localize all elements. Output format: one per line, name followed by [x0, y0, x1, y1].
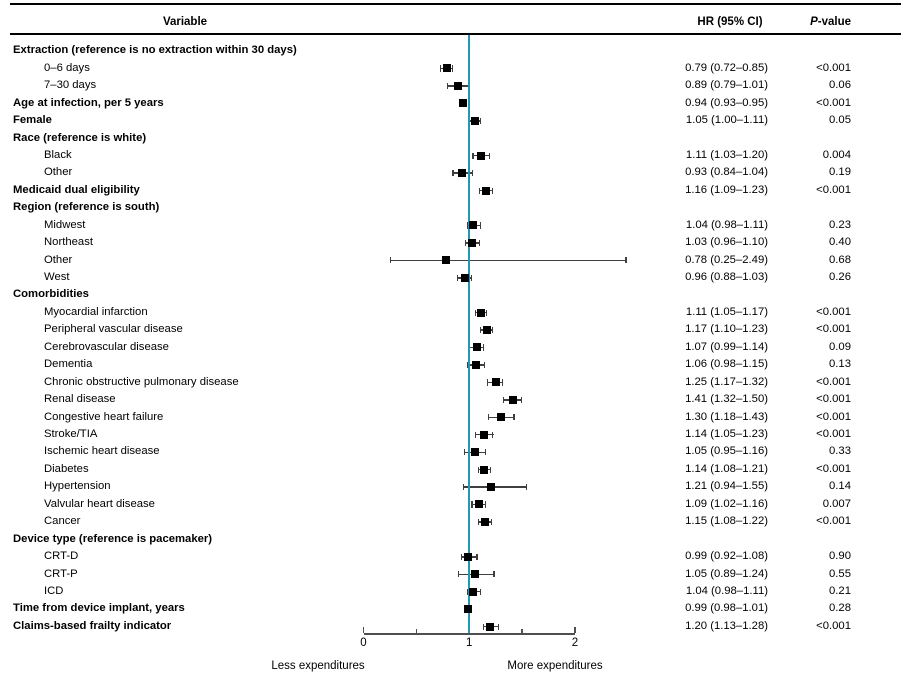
- p-value: 0.14: [829, 480, 851, 493]
- row-label: Claims-based frailty indicator: [13, 619, 172, 632]
- hr-ci-value: 1.04 (0.98–1.11): [685, 218, 768, 231]
- hr-ci-value: 1.05 (0.95–1.16): [685, 445, 768, 458]
- hr-ci-value: 1.41 (1.32–1.50): [685, 393, 768, 406]
- hr-point-marker: [492, 378, 500, 386]
- ci-cap-right: [485, 449, 486, 455]
- ci-cap-right: [485, 501, 486, 507]
- p-value: <0.001: [816, 375, 851, 388]
- hr-ci-value: 1.21 (0.94–1.55): [685, 480, 768, 493]
- ci-cap-right: [484, 362, 485, 368]
- p-value: <0.001: [816, 515, 851, 528]
- hr-ci-value: 0.94 (0.93–0.95): [685, 96, 768, 109]
- p-value: 0.21: [829, 584, 851, 597]
- table-row: [0, 566, 913, 583]
- table-row: [0, 339, 913, 356]
- p-value: 0.007: [822, 497, 851, 510]
- ci-cap-right: [492, 188, 493, 194]
- row-label: Ischemic heart disease: [44, 445, 160, 458]
- hr-ci-value: 0.93 (0.84–1.04): [685, 166, 768, 179]
- hr-ci-value: 1.25 (1.17–1.32): [685, 375, 768, 388]
- row-label: Northeast: [44, 236, 93, 249]
- table-row: [0, 356, 913, 373]
- ci-cap-left: [471, 501, 472, 507]
- hr-point-marker: [471, 570, 479, 578]
- pvalue-header-italic-p: P: [810, 16, 818, 28]
- table-row: [0, 531, 913, 548]
- row-label: 0–6 days: [44, 61, 90, 74]
- row-label: ICD: [44, 584, 64, 597]
- table-row: [0, 443, 913, 460]
- hr-point-marker: [477, 152, 485, 160]
- hr-point-marker: [454, 82, 462, 90]
- p-value: 0.68: [829, 253, 851, 266]
- ci-cap-left: [478, 519, 479, 525]
- hr-point-marker: [473, 343, 481, 351]
- row-label: Device type (reference is pacemaker): [13, 532, 213, 545]
- table-row: [0, 548, 913, 565]
- row-label: Other: [44, 166, 73, 179]
- hr-point-marker: [486, 623, 494, 631]
- hr-ci-value: 1.14 (1.08–1.21): [685, 462, 768, 475]
- p-value: <0.001: [816, 305, 851, 318]
- table-row: [0, 286, 913, 303]
- hr-ci-value: 1.06 (0.98–1.15): [685, 358, 768, 371]
- ci-cap-left: [390, 257, 391, 263]
- p-value: 0.33: [829, 445, 851, 458]
- row-label: Chronic obstructive pulmonary disease: [44, 375, 239, 388]
- p-value: 0.26: [829, 271, 851, 284]
- column-header-variable: Variable: [162, 16, 208, 28]
- hr-ci-value: 1.05 (1.00–1.11): [685, 114, 768, 127]
- p-value: 0.19: [829, 166, 851, 179]
- table-row: [0, 583, 913, 600]
- table-top-rule: [10, 3, 901, 5]
- row-label: Race (reference is white): [13, 131, 147, 144]
- x-axis-tick-label: 0: [360, 637, 367, 649]
- hr-point-marker: [443, 64, 451, 72]
- row-label: Midwest: [44, 218, 86, 231]
- ci-cap-right: [625, 257, 626, 263]
- hr-point-marker: [469, 588, 477, 596]
- ci-cap-right: [493, 571, 494, 577]
- table-row: [0, 130, 913, 147]
- ci-cap-right: [452, 65, 453, 71]
- ci-cap-left: [452, 170, 453, 176]
- hr-point-marker: [459, 99, 467, 107]
- row-label: Dementia: [44, 358, 93, 371]
- table-row: [0, 95, 913, 112]
- column-header-hr: HR (95% CI): [697, 16, 763, 28]
- hr-point-marker: [442, 256, 450, 264]
- hr-point-marker: [458, 169, 466, 177]
- p-value: <0.001: [816, 183, 851, 196]
- row-label: Valvular heart disease: [44, 497, 155, 510]
- ci-cap-right: [492, 327, 493, 333]
- table-row: [0, 391, 913, 408]
- table-row: [0, 409, 913, 426]
- hr-ci-value: 0.96 (0.88–1.03): [685, 271, 768, 284]
- p-value: 0.004: [822, 148, 851, 161]
- table-row: [0, 60, 913, 77]
- p-value: <0.001: [816, 323, 851, 336]
- p-value: 0.06: [829, 79, 851, 92]
- hr-ci-value: 1.15 (1.08–1.22): [685, 515, 768, 528]
- table-row: [0, 618, 913, 635]
- table-row: [0, 164, 913, 181]
- row-label: Region (reference is south): [13, 201, 160, 214]
- table-row: [0, 461, 913, 478]
- hr-point-marker: [481, 518, 489, 526]
- hr-ci-value: 1.04 (0.98–1.11): [685, 584, 768, 597]
- p-value: 0.90: [829, 550, 851, 563]
- p-value: <0.001: [816, 462, 851, 475]
- p-value: <0.001: [816, 619, 851, 632]
- ci-cap-left: [457, 275, 458, 281]
- hr-point-marker: [464, 553, 472, 561]
- p-value: 0.40: [829, 236, 851, 249]
- ci-cap-right: [489, 153, 490, 159]
- hr-point-marker: [482, 187, 490, 195]
- ci-cap-right: [486, 310, 487, 316]
- hr-ci-value: 1.30 (1.18–1.43): [685, 410, 768, 423]
- hr-ci-value: 1.11 (1.03–1.20): [685, 148, 768, 161]
- hr-point-marker: [471, 448, 479, 456]
- p-value: <0.001: [816, 427, 851, 440]
- row-label: Myocardial infarction: [44, 305, 148, 318]
- p-value: <0.001: [816, 96, 851, 109]
- hr-ci-value: 1.14 (1.05–1.23): [685, 427, 768, 440]
- ci-cap-right: [491, 519, 492, 525]
- row-label: Renal disease: [44, 393, 116, 406]
- hr-point-marker: [509, 396, 517, 404]
- p-value: 0.23: [829, 218, 851, 231]
- ci-cap-left: [483, 624, 484, 630]
- row-label: Congestive heart failure: [44, 410, 164, 423]
- table-row: [0, 147, 913, 164]
- ci-whisker: [390, 260, 627, 261]
- ci-cap-right: [490, 467, 491, 473]
- ci-cap-right: [471, 275, 472, 281]
- hr-point-marker: [477, 309, 485, 317]
- p-value: <0.001: [816, 410, 851, 423]
- ci-cap-right: [483, 344, 484, 350]
- table-row: [0, 112, 913, 129]
- x-axis-tick-label: 1: [465, 637, 473, 649]
- hr-point-marker: [471, 117, 479, 125]
- p-value: 0.05: [829, 114, 851, 127]
- hr-point-marker: [468, 239, 476, 247]
- row-label: Black: [44, 148, 72, 161]
- hr-ci-value: 0.99 (0.98–1.01): [685, 602, 768, 615]
- hr-ci-value: 0.99 (0.92–1.08): [685, 550, 768, 563]
- table-row: [0, 217, 913, 234]
- hr-ci-value: 1.07 (0.99–1.14): [685, 340, 768, 353]
- ci-cap-right: [480, 118, 481, 124]
- ci-cap-right: [472, 170, 473, 176]
- hr-ci-value: 1.05 (0.89–1.24): [685, 567, 768, 580]
- ci-cap-left: [503, 397, 504, 403]
- row-label: CRT-P: [44, 567, 78, 580]
- p-value: 0.13: [829, 358, 851, 371]
- table-row: [0, 252, 913, 269]
- ci-cap-left: [472, 153, 473, 159]
- p-value: 0.09: [829, 340, 851, 353]
- column-header-pvalue: [760, 13, 851, 31]
- row-label: 7–30 days: [44, 79, 97, 92]
- x-axis-tick-label: 2: [571, 637, 579, 649]
- ci-cap-left: [487, 379, 488, 385]
- hr-point-marker: [487, 483, 495, 491]
- axis-label-more-expenditures: More expenditures: [507, 660, 603, 672]
- row-label: Female: [13, 114, 52, 127]
- table-row: [0, 321, 913, 338]
- hr-ci-value: 0.89 (0.79–1.01): [685, 79, 768, 92]
- ci-cap-left: [475, 310, 476, 316]
- pvalue-header-rest: -value: [817, 16, 851, 28]
- table-row: [0, 199, 913, 216]
- row-label: Diabetes: [44, 462, 89, 475]
- row-label: Hypertension: [44, 480, 111, 493]
- hr-ci-value: 1.03 (0.96–1.10): [685, 236, 768, 249]
- row-label: CRT-D: [44, 550, 79, 563]
- hr-ci-value: 1.16 (1.09–1.23): [685, 183, 768, 196]
- ci-cap-right: [479, 240, 480, 246]
- table-row: [0, 304, 913, 321]
- hr-ci-value: 1.11 (1.05–1.17): [685, 305, 768, 318]
- ci-cap-left: [478, 467, 479, 473]
- row-label: West: [44, 271, 70, 284]
- row-label: Stroke/TIA: [44, 427, 98, 440]
- ci-cap-right: [513, 414, 514, 420]
- row-label: Extraction (reference is no extraction within 30 days): [13, 44, 297, 57]
- ci-cap-right: [476, 554, 477, 560]
- row-label: Other: [44, 253, 73, 266]
- ci-cap-left: [480, 327, 481, 333]
- hr-point-marker: [480, 431, 488, 439]
- hr-point-marker: [464, 605, 472, 613]
- ci-cap-left: [479, 188, 480, 194]
- hr-point-marker: [472, 361, 480, 369]
- ci-cap-right: [498, 624, 499, 630]
- hr-ci-value: 0.79 (0.72–0.85): [685, 61, 768, 74]
- table-row: [0, 269, 913, 286]
- ci-cap-left: [464, 449, 465, 455]
- ci-cap-left: [440, 65, 441, 71]
- row-label: Comorbidities: [13, 288, 89, 301]
- ci-cap-left: [465, 240, 466, 246]
- hr-ci-value: 1.17 (1.10–1.23): [685, 323, 768, 336]
- p-value: <0.001: [816, 393, 851, 406]
- table-row: [0, 182, 913, 199]
- hr-point-marker: [497, 413, 505, 421]
- ci-cap-left: [463, 484, 464, 490]
- row-label: Cancer: [44, 515, 81, 528]
- row-label: Age at infection, per 5 years: [13, 96, 164, 109]
- hr-point-marker: [483, 326, 491, 334]
- hr-ci-value: 1.09 (1.02–1.16): [685, 497, 768, 510]
- table-row: [0, 478, 913, 495]
- ci-cap-left: [458, 571, 459, 577]
- ci-cap-right: [502, 379, 503, 385]
- ci-cap-left: [475, 432, 476, 438]
- table-row: [0, 42, 913, 59]
- hr-ci-value: 0.78 (0.25–2.49): [685, 253, 768, 266]
- axis-label-less-expenditures: Less expenditures: [271, 660, 365, 672]
- row-label: Medicaid dual eligibility: [13, 183, 140, 196]
- ci-cap-right: [521, 397, 522, 403]
- hr-ci-value: 1.20 (1.13–1.28): [685, 619, 768, 632]
- ci-cap-left: [488, 414, 489, 420]
- table-row: [0, 374, 913, 391]
- hr-point-marker: [480, 466, 488, 474]
- p-value: 0.55: [829, 567, 851, 580]
- row-label: Peripheral vascular disease: [44, 323, 183, 336]
- ci-cap-left: [461, 554, 462, 560]
- row-label: Time from device implant, years: [13, 602, 185, 615]
- ci-cap-right: [526, 484, 527, 490]
- table-row: [0, 513, 913, 530]
- hr-point-marker: [475, 500, 483, 508]
- ci-cap-right: [480, 589, 481, 595]
- ci-cap-left: [447, 83, 448, 89]
- hr-point-marker: [461, 274, 469, 282]
- header-bottom-rule: [10, 33, 901, 35]
- table-row: [0, 426, 913, 443]
- table-row: [0, 77, 913, 94]
- row-label: Cerebrovascular disease: [44, 340, 169, 353]
- p-value: <0.001: [816, 61, 851, 74]
- p-value: 0.28: [829, 602, 851, 615]
- table-row: [0, 600, 913, 617]
- hr-point-marker: [469, 221, 477, 229]
- table-row: [0, 234, 913, 251]
- ci-cap-right: [480, 222, 481, 228]
- table-row: [0, 496, 913, 513]
- ci-cap-right: [492, 432, 493, 438]
